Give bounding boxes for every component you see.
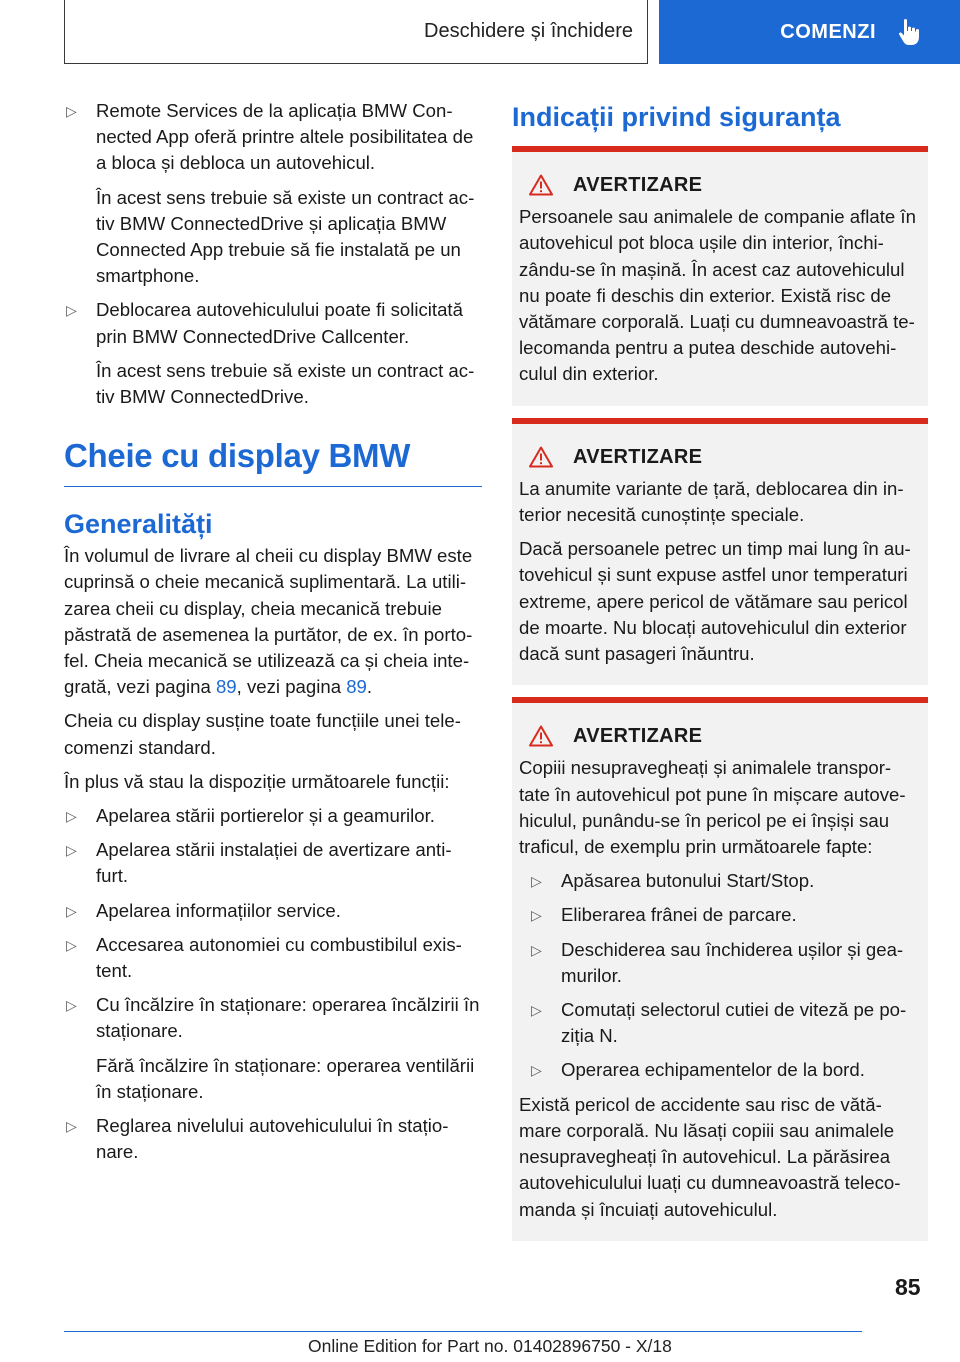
intro-bullet-list [64, 98, 482, 410]
paragraph-text: . [366, 676, 373, 698]
edition-text: Online Edition for Part no. 01402896750 - X/18 [308, 1336, 672, 1356]
warning-bullet-text: Operarea echipamentelor de la bord. [561, 1059, 865, 1081]
warning-bullet-item [519, 868, 922, 894]
warning-paragraph: Dacă persoanele petrec un timp mai lung în au-tovehicul și sunt expuse astfel unor temperaturi extreme, apere pericol de vătămare sau pericol de moarte. Nu blocați autovehiculul din exterior dacă sunt pasageri înăuntru. [519, 538, 911, 665]
warning-title [519, 172, 922, 198]
warning-box [512, 146, 928, 406]
warning-paragraph: Există pericol de accidente sau risc de vătă-mare corporală. Nu lăsați copiii sau animalele nesupravegheați în autovehicul. La părăsirea autovehiculului luați cu dumneavoastră teleco-manda și încuiați autovehiculul. [519, 1093, 901, 1220]
warning-title [519, 723, 922, 749]
bullet-item [64, 1113, 482, 1165]
bullet-body [96, 932, 482, 984]
bullet-subtext: În acest sens trebuie să existe un contract ac-tiv BMW ConnectedDrive și aplicația BMW Connected App trebuie să fie instalată pe un smartphone. [96, 186, 475, 287]
bullet-subtext: Fără încălzire în staționare: operarea ventilării în staționare. [96, 1054, 475, 1102]
warning-bullet-text: Eliberarea frânei de parcare. [561, 904, 797, 926]
warning-bullet-item [519, 1057, 922, 1083]
bullet-body [96, 98, 482, 289]
bullet-body [96, 297, 482, 410]
chapter-tab[interactable] [659, 0, 960, 64]
triangle-right-outline-icon: ▷ [66, 902, 77, 919]
warning-box [512, 697, 928, 1240]
warning-title-text: AVERTIZARE [573, 725, 703, 748]
warning-triangle-icon [529, 725, 573, 747]
warning-bullet-item [519, 902, 922, 928]
bullet-body [96, 803, 482, 829]
section-header [64, 0, 648, 64]
section-title: Deschidere și închidere [424, 20, 633, 42]
subheading: Generalități [64, 509, 213, 540]
warning-bullet-text: Deschiderea sau închiderea ușilor și gea-murilor. [561, 938, 904, 986]
safety-heading: Indicații privind siguranța [512, 102, 841, 132]
bullet-item [64, 932, 482, 984]
warning-triangle-icon [529, 446, 573, 468]
paragraph-features: Cheia cu display susține toate funcțiile unei tele-comenzi standard. [64, 710, 461, 758]
right-column [512, 98, 928, 1241]
page-link[interactable]: 89 [346, 676, 367, 698]
warning-bullet-text: Apăsarea butonului Start/Stop. [561, 870, 815, 892]
triangle-right-outline-icon: ▷ [531, 907, 542, 924]
footer-divider [64, 1331, 862, 1332]
warning-title [519, 444, 922, 470]
triangle-right-outline-icon: ▷ [531, 1062, 542, 1079]
page-number: 85 [895, 1274, 921, 1300]
warning-bullet-item [519, 937, 922, 989]
bullet-item [64, 803, 482, 829]
paragraph-extra-functions: În plus vă stau la dispoziție următoarele funcții: [64, 770, 450, 792]
bullet-body [96, 898, 482, 924]
paragraph-text: , vezi pagina [236, 676, 347, 698]
warning-list [512, 146, 928, 1241]
triangle-right-outline-icon: ▷ [531, 1002, 542, 1019]
triangle-right-outline-icon: ▷ [66, 936, 77, 953]
bullet-item [64, 992, 482, 1105]
page-link[interactable]: 89 [215, 676, 237, 698]
triangle-right-outline-icon: ▷ [66, 1118, 77, 1135]
hand-pointer-icon [898, 18, 924, 46]
bullet-text: Apelarea stării portierelor și a geamurilor. [96, 805, 435, 827]
warning-bullet-text: Comutați selectorul cutiei de viteză pe po-ziția N. [561, 999, 907, 1047]
bullet-body [96, 1113, 482, 1165]
bullet-text: Apelarea stării instalației de avertizare anti-furt. [96, 839, 452, 887]
section-heading: Cheie cu display BMW [64, 436, 482, 487]
bullet-body [96, 837, 482, 889]
triangle-right-outline-icon: ▷ [66, 842, 77, 859]
bullet-text: Remote Services de la aplicația BMW Con-nected App oferă printre altele posibilitatea de a bloca și debloca un autovehicul. [96, 100, 474, 174]
bullet-item [64, 898, 482, 924]
warning-bullet-item [519, 997, 922, 1049]
warning-paragraph: Persoanele sau animalele de companie aflate în autovehicul pot bloca ușile din interior, închi-zându-se în mașină. În acest caz autovehiculul nu poate fi deschis din exterior. Există risc de vătămare corporală. Luați cu dumneavoastră te-lecomanda pentru a putea deschide autovehi-culul din exterior. [519, 206, 916, 385]
bullet-item [64, 297, 482, 410]
function-bullet-list [64, 803, 482, 1165]
bullet-text: Deblocarea autovehiculului poate fi solicitată prin BMW ConnectedDrive Callcenter. [96, 299, 463, 347]
triangle-right-outline-icon: ▷ [531, 873, 542, 890]
warning-box [512, 418, 928, 686]
triangle-right-outline-icon: ▷ [531, 941, 542, 958]
warning-triangle-icon [529, 174, 573, 196]
warning-paragraph: La anumite variante de țară, deblocarea din in-terior necesită cunoștințe speciale. [519, 477, 904, 526]
paragraph-text: În volumul de livrare al cheii cu display BMW este cuprinsă o cheie mecanică suplimentară. La utili-zarea cheii cu display, cheia mecanică trebuie păstrată de asemenea la purtător, de ex. în porto-fel. Cheia mecanică se utilizează ca și cheia inte-grată, vezi pagina [64, 545, 473, 698]
warning-title-text: AVERTIZARE [573, 445, 703, 468]
chapter-label: COMENZI [780, 20, 876, 43]
bullet-text: Apelarea informațiilor service. [96, 899, 341, 921]
triangle-right-outline-icon: ▷ [66, 997, 77, 1014]
triangle-right-outline-icon: ▷ [66, 808, 77, 825]
left-column [64, 98, 482, 1174]
triangle-right-outline-icon: ▷ [66, 302, 77, 319]
triangle-right-outline-icon: ▷ [66, 103, 77, 119]
bullet-item [64, 98, 482, 289]
bullet-body [96, 992, 482, 1105]
bullet-text: Cu încălzire în staționare: operarea încălzirii în staționare. [96, 994, 480, 1042]
warning-paragraph: Copiii nesupravegheați și animalele transpor-tate în autovehicul pot pune în mișcare autove-hiculul, punându-se în pericol pe ei înșiși sau traficul, de exemplu prin următoarele fapte: [519, 757, 906, 858]
warning-title-text: AVERTIZARE [573, 174, 703, 196]
bullet-item [64, 837, 482, 889]
bullet-text: Reglarea nivelului autovehiculului în stațio-nare. [96, 1115, 449, 1163]
bullet-subtext: În acest sens trebuie să existe un contract ac-tiv BMW ConnectedDrive. [96, 359, 475, 408]
bullet-text: Accesarea autonomiei cu combustibilul exis-tent. [96, 933, 462, 982]
paragraph-intro [64, 543, 482, 700]
